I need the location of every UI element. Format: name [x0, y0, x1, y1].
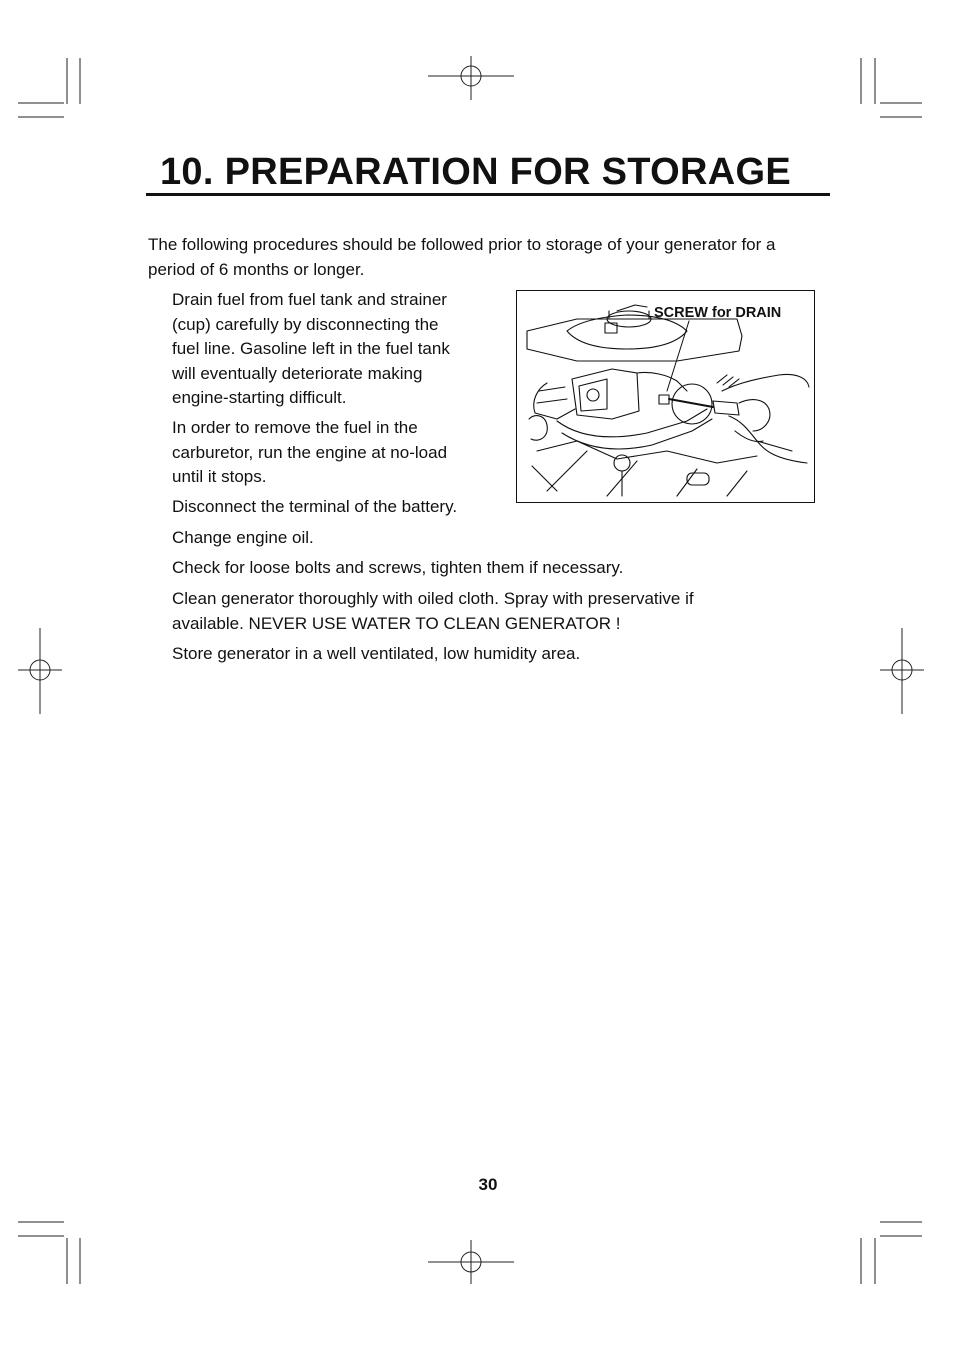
step-clean-generator	[172, 587, 694, 636]
intro-paragraph: The following procedures should be followed prior to storage of your generator for a period of 6 months or longer.	[148, 235, 776, 279]
drain-screw-illustration	[516, 290, 815, 503]
step-line: fuel line. Gasoline left in the fuel tank	[172, 339, 450, 358]
step-line: until it stops.	[172, 467, 267, 486]
step-line: Check for loose bolts and screws, tighten them if necessary.	[172, 558, 624, 577]
step-check-bolts	[172, 556, 623, 581]
step-drain-fuel	[172, 288, 450, 411]
step-line: Change engine oil.	[172, 528, 314, 547]
step-disconnect-battery	[172, 495, 457, 520]
step-line: carburetor, run the engine at no-load	[172, 442, 448, 462]
step-line: Store generator in a well ventilated, low humidity area.	[172, 644, 581, 663]
step-line: Disconnect the terminal of the battery.	[172, 497, 458, 516]
step-run-engine	[172, 416, 447, 490]
step-line: (cup) carefully by disconnecting the	[172, 314, 439, 334]
step-store-generator	[172, 642, 580, 667]
step-line: will eventually deteriorate making	[172, 363, 423, 383]
page-title: 10. PREPARATION FOR STORAGE	[160, 151, 791, 193]
page-number: 30	[478, 1175, 498, 1194]
step-line: available. NEVER USE WATER TO CLEAN GENERATOR !	[172, 613, 621, 633]
step-line: Drain fuel from fuel tank and strainer	[172, 290, 447, 309]
drain-screw-label: SCREW for DRAIN	[654, 305, 782, 321]
step-line: engine-starting difficult.	[172, 388, 347, 407]
step-line: In order to remove the fuel in the	[172, 418, 418, 437]
step-change-oil	[172, 526, 314, 551]
title-underline	[146, 193, 830, 196]
carburetor-drawing	[517, 291, 815, 503]
step-line: Clean generator thoroughly with oiled cloth. Spray with preservative if	[172, 589, 694, 608]
